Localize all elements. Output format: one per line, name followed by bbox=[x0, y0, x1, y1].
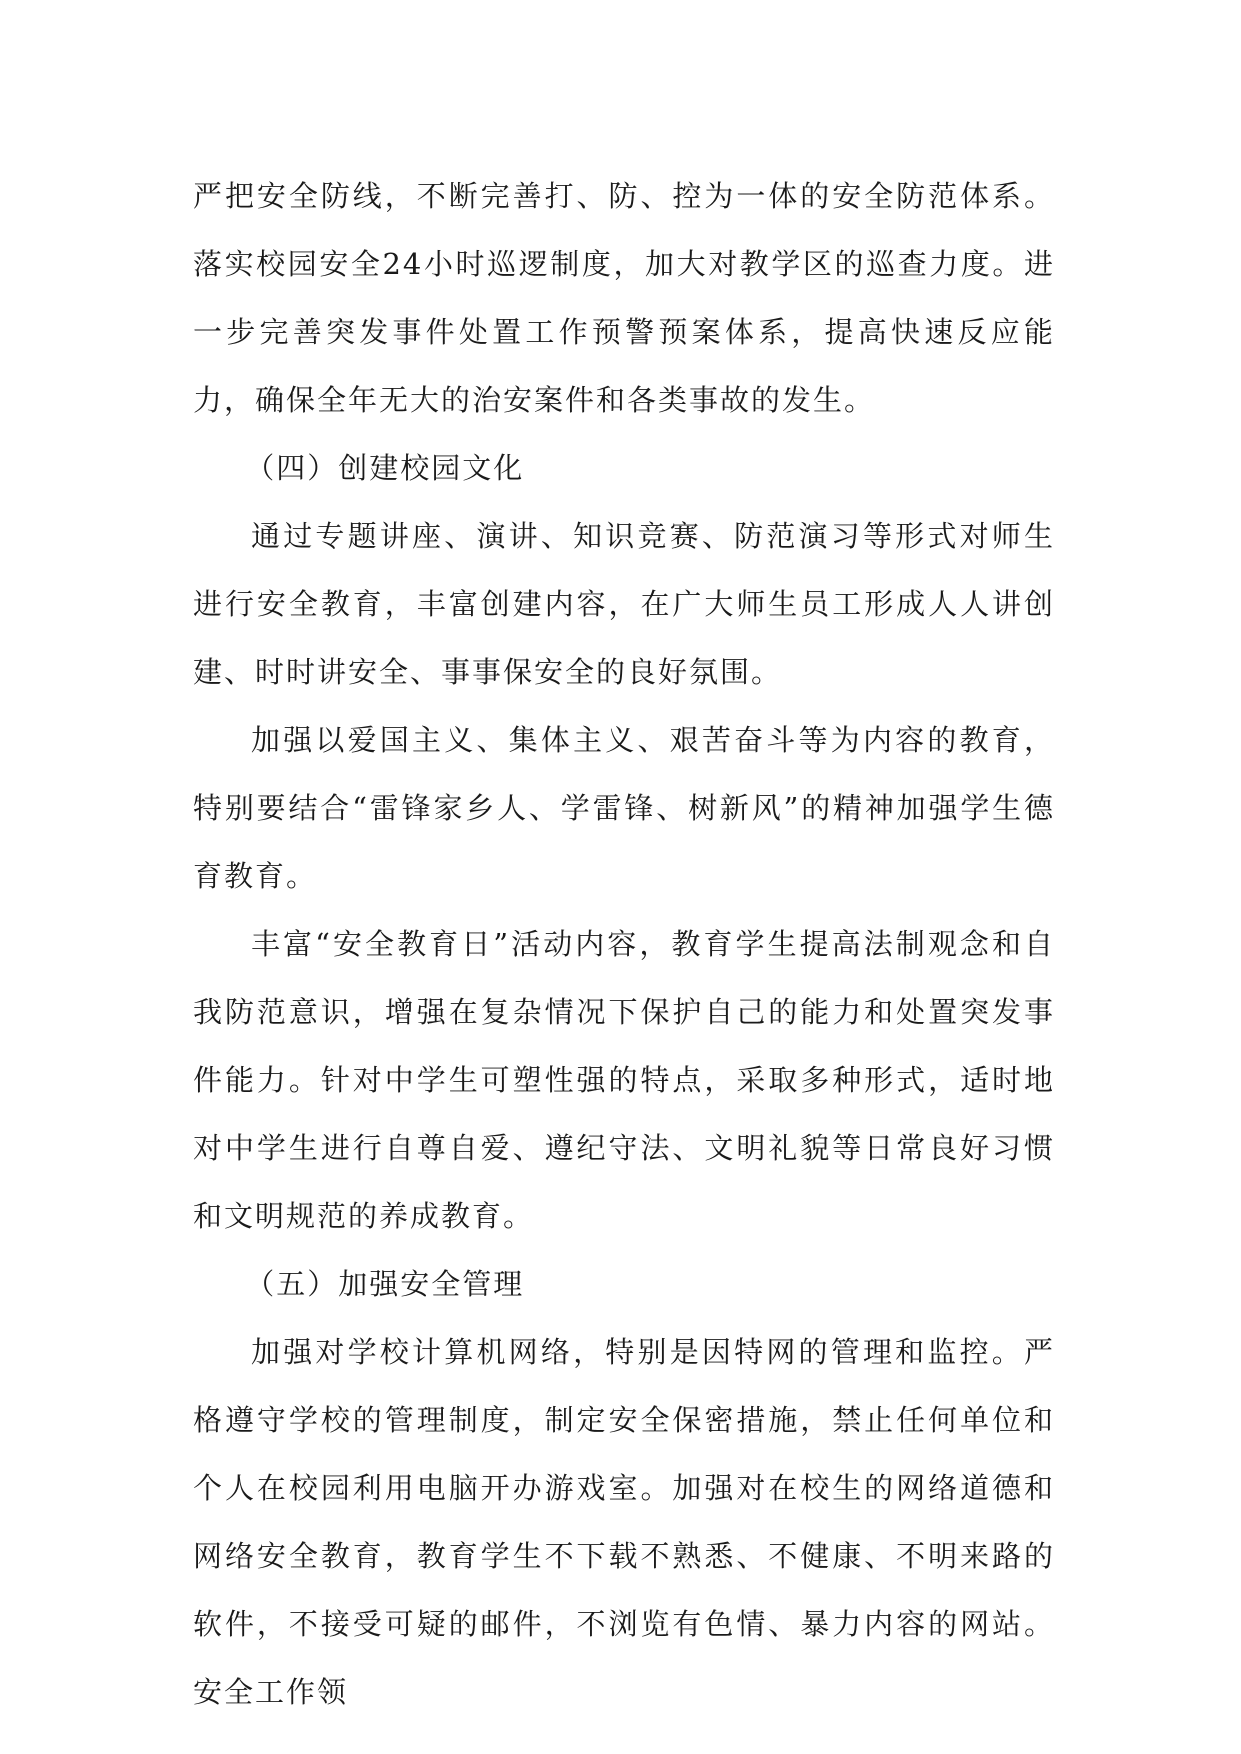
document-body bbox=[193, 162, 1055, 1726]
section-heading-campus-culture: （四）创建校园文化 bbox=[245, 451, 525, 485]
paragraph-safety-defense: 严把安全防线，不断完善打、防、控为一体的安全防范体系。落实校园安全24小时巡逻制度，加大对教学区的巡查力度。进一步完善突发事件处置工作预警预案体系，提高快速反应能力，确保全年无大的治安案件和各类事故的发生。 bbox=[193, 179, 1055, 417]
section-heading-safety-management: （五）加强安全管理 bbox=[245, 1267, 525, 1301]
paragraph-patriotic-education: 加强以爱国主义、集体主义、艰苦奋斗等为内容的教育，特别要结合“雷锋家乡人、学雷锋、树新风”的精神加强学生德育教育。 bbox=[193, 723, 1055, 893]
paragraph-network-management: 加强对学校计算机网络，特别是因特网的管理和监控。严格遵守学校的管理制度，制定安全保密措施，禁止任何单位和个人在校园利用电脑开办游戏室。加强对在校生的网络道德和网络安全教育，教育学生不下载不熟悉、不健康、不明来路的软件，不接受可疑的邮件，不浏览有色情、暴力内容的网站。安全工作领 bbox=[193, 1335, 1055, 1709]
paragraph-safety-education-day: 丰富“安全教育日”活动内容，教育学生提高法制观念和自我防范意识，增强在复杂情况下保护自己的能力和处置突发事件能力。针对中学生可塑性强的特点，采取多种形式，适时地对中学生进行自尊自爱、遵纪守法、文明礼貌等日常良好习惯和文明规范的养成教育。 bbox=[193, 927, 1055, 1233]
paragraph-safety-education: 通过专题讲座、演讲、知识竞赛、防范演习等形式对师生进行安全教育，丰富创建内容，在广大师生员工形成人人讲创建、时时讲安全、事事保安全的良好氛围。 bbox=[193, 519, 1055, 689]
